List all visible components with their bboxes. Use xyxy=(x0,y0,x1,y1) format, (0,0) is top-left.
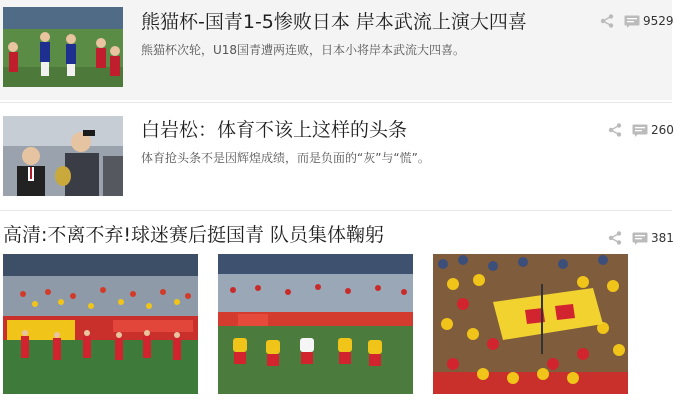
share-icon[interactable] xyxy=(600,14,614,28)
gallery-image-2[interactable] xyxy=(218,254,413,394)
news-meta-2 xyxy=(608,122,674,138)
news-summary-1: 熊猫杯次轮，U18国青遭两连败，日本小将岸本武流大四喜。 xyxy=(141,43,466,57)
gallery-image-3[interactable] xyxy=(433,254,628,394)
gallery-image-1[interactable] xyxy=(3,254,198,394)
news-title-1[interactable]: 熊猫杯-国青1-5惨败日本 岸本武流上演大四喜 xyxy=(141,11,527,33)
news-meta-1 xyxy=(600,13,674,29)
comment-count-1[interactable]: 9529 xyxy=(643,14,674,28)
comment-icon[interactable] xyxy=(632,124,648,137)
news-title-2[interactable]: 白岩松：体育不该上这样的头条 xyxy=(141,119,408,141)
news-item-1[interactable] xyxy=(0,0,672,100)
news-summary-2: 体育抢头条不是因辉煌成绩，而是负面的“灰”与“慌”。 xyxy=(141,151,430,165)
share-icon[interactable] xyxy=(608,231,622,245)
news-thumbnail-1[interactable] xyxy=(3,7,123,87)
news-meta-3 xyxy=(608,230,674,246)
comment-count-3[interactable]: 381 xyxy=(651,231,674,245)
news-thumbnail-2[interactable] xyxy=(3,116,123,196)
comment-count-2[interactable]: 260 xyxy=(651,123,674,137)
comment-icon[interactable] xyxy=(632,232,648,245)
share-icon[interactable] xyxy=(608,123,622,137)
news-title-3[interactable]: 高清:不离不弃!球迷赛后挺国青 队员集体鞠躬 xyxy=(3,224,385,246)
divider xyxy=(0,102,672,103)
divider xyxy=(0,210,672,211)
comment-icon[interactable] xyxy=(624,15,640,28)
